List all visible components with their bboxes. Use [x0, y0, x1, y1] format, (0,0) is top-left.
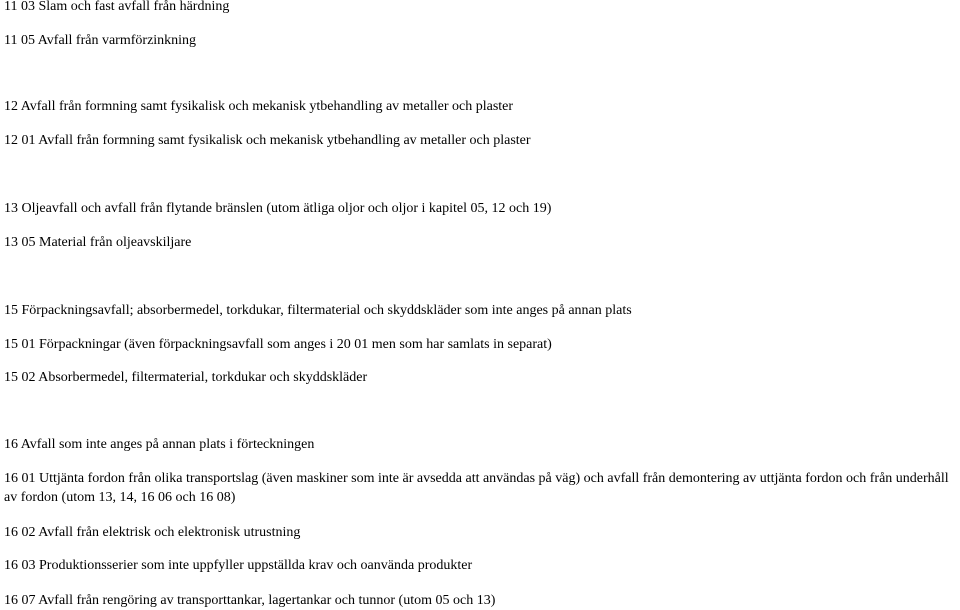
chapter-15-heading: 15 Förpackningsavfall; absorbermedel, torkdukar, filtermaterial och skyddskläder som inte anges på annan plats	[4, 303, 632, 318]
entry-11-03: 11 03 Slam och fast avfall från härdning	[4, 0, 230, 14]
entry-15-01: 15 01 Förpackningar (även förpackningsavfall som anges i 20 01 men som har samlats in separat)	[4, 337, 552, 352]
entry-12-01: 12 01 Avfall från formning samt fysikalisk och mekanisk ytbehandling av metaller och plaster	[4, 133, 531, 148]
entry-16-07: 16 07 Avfall från rengöring av transporttankar, lagertankar och tunnor (utom 05 och 13)	[4, 593, 496, 608]
entry-16-01: 16 01 Uttjänta fordon från olika transportslag (även maskiner som inte är avsedda att användas på väg) och avfall från demontering av uttjänta fordon och från underhåll av fordon (utom 13, 14, 16 06 och 16 08)	[4, 471, 949, 505]
chapter-12-heading: 12 Avfall från formning samt fysikalisk och mekanisk ytbehandling av metaller och plaster	[4, 99, 514, 114]
chapter-16-heading: 16 Avfall som inte anges på annan plats i förteckningen	[4, 437, 315, 452]
entry-11-05: 11 05 Avfall från varmförzinkning	[4, 33, 197, 48]
entry-16-03: 16 03 Produktionsserier som inte uppfyller uppställda krav och oanvända produkter	[4, 558, 473, 573]
entry-15-02: 15 02 Absorbermedel, filtermaterial, torkdukar och skyddskläder	[4, 370, 368, 385]
entry-13-05: 13 05 Material från oljeavskiljare	[4, 235, 192, 250]
entry-16-02: 16 02 Avfall från elektrisk och elektronisk utrustning	[4, 525, 301, 540]
chapter-13-heading: 13 Oljeavfall och avfall från flytande bränslen (utom ätliga oljor och oljor i kapitel 05, 12 och 19)	[4, 201, 552, 216]
